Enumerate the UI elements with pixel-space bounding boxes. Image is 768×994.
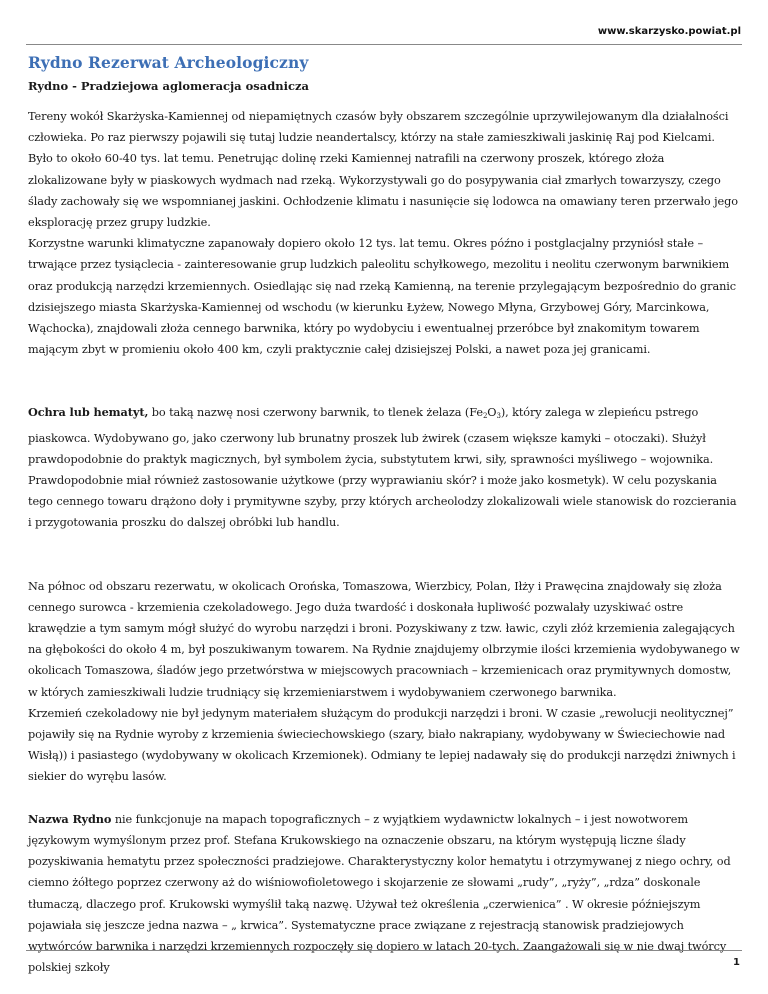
document-body	[28, 53, 742, 978]
name-text: nie funkcjonuje na mapach topograficznych – z wyjątkiem wydawnictw lokalnych – i jest nowotworem językowym wymyślonym przez prof. Stefana Krukowskiego na oznaczenie obszaru, na którym występują liczne ślady pozyskiwania hematytu przez społeczności pradziejowe. Charakterystyczny kolor hematytu i otrzymywanej z niego ochry, od ciemno żółtego poprzez czerwony aż do wiśniowofioletowego i skojarzenie ze słowami „rudy”, „ryży”, „rdza” doskonale tłumaczą, dlaczego prof. Krukowski wymyślił taką nazwę. Używał też określenia „czerwienica” . W okresie późniejszym pojawiała się jeszcze jedna nazwa – „ krwica”. Systematyczne prace związane z rejestracją stanowisk pradziejowych wytwórców barwnika i narzędzi krzemiennych rozpoczęły się dopiero w latach 20-tych. Zaangażowali się w nie dwaj twórcy polskiej szkoły	[28, 812, 731, 975]
page-number: 1	[733, 957, 740, 968]
name-lead: Nazwa Rydno	[28, 811, 112, 826]
paragraph-flint: Na północ od obszaru rezerwatu, w okolicach Orońska, Tomaszowa, Wierzbicy, Polan, Iłży i Prawęcina znajdowały się złoża cennego surowca - krzemienia czekoladowego. Jego duża twardość i doskonała łupliwość pozwalały uzyskiwać ostre krawędzie a tym samym mógł służyć do wyrobu narzędzi i broni. Pozyskiwany z tzw. ławic, czyli złóż krzemienia zalegających na głębokości do około 4 m, był poszukiwanym towarem. Na Rydnie znajdujemy olbrzymie ilości krzemienia wydobywanego w okolicach Tomaszowa, śladów jego przetwórstwa w miejscowych pracowniach – krzemienicach oraz prymitywnych domostw, w których zamieszkiwali ludzie trudniący się krzemieniarstwem i wydobywaniem czerwonego barwnika.	[28, 579, 740, 699]
ochre-text-a: bo taką nazwę nosi czerwony barwnik, to tlenek żelaza (Fe	[148, 406, 483, 420]
document-title: Rydno Rezerwat Archeologiczny	[28, 53, 309, 72]
document-subtitle: Rydno - Pradziejowa aglomeracja osadnicza	[28, 79, 309, 93]
formula-oxygen: O	[487, 406, 497, 420]
site-url: www.skarzysko.powiat.pl	[597, 26, 741, 37]
ochre-lead: Ochra lub hematyt,	[28, 405, 149, 420]
formula-subscript-2: 2	[482, 412, 488, 421]
header-divider	[26, 44, 742, 45]
paragraph-flint-types: Krzemień czekoladowy nie był jedynym materiałem służącym do produkcji narzędzi i broni. W czasie „rewolucji neolitycznej” pojawiły się na Rydnie wyroby z krzemienia świeciechowskiego (szary, biało nakrapiany, wydobywany w Świeciechowie nad Wisłą)) i pasiastego (wydobywany w okolicach Krzemionek). Odmiany te lepiej nadawały się do produkcji narzędzi żniwnych i siekier do wyrębu lasów.	[28, 706, 736, 784]
paragraph-intro-text: Tereny wokół Skarżyska-Kamiennej od niepamiętnych czasów były obszarem szczególnie uprzywilejowanym dla działalności człowieka. Po raz pierwszy pojawili się tutaj ludzie neandertalscy, którzy na stałe zamieszkiwali jaskinię Raj pod Kielcami. Było to około 60-40 tys. lat temu. Penetrując dolinę rzeki Kamiennej natrafili na czerwony proszek, którego złoża zlokalizowane były w piaskowych wydmach nad rzeką. Wykorzystywali go do posypywania ciał zmarłych towarzyszy, czego ślady zachowały się we wspomnianej jaskini. Ochłodzenie klimatu i nasunięcie się lodowca na omawiany teren przerwało jego eksplorację przez grupy ludzkie.	[28, 110, 738, 230]
footer-divider	[26, 950, 742, 951]
ochre-text-b: ), który zalega w zlepieńcu pstrego piaskowca. Wydobywano go, jako czerwony lub brunatny proszek lub żwirek (czasem większe kamyki – otoczaki). Służył prawdopodobnie do praktyk magicznych, był symbolem życia, substytutem krwi, siły, sprawności myśliwego – wojownika. Prawdopodobnie miał również zastosowanie użytkowe (przy wyprawianiu skór? i może jako kosmetyk). W celu pozyskania tego cennego towaru drążono doły i prymitywne szyby, przy których archeolodzy zlokalizowali wiele stanowisk do rozcierania i przygotowania proszku do dalszej obróbki lub handlu.	[28, 406, 737, 530]
paragraph-intro	[28, 106, 742, 360]
formula-subscript-3: 3	[496, 412, 501, 421]
paragraph-ochre	[28, 402, 742, 533]
paragraph-intro-continued: Korzystne warunki klimatyczne zapanowały dopiero około 12 tys. lat temu. Okres późno i postglacjalny przyniósł stałe – trwające przez tysiąclecia - zainteresowanie grup ludzkich paleolitu schyłkowego, mezolitu i neolitu czerwonym barwnikiem oraz produkcją narzędzi krzemiennych. Osiedlając się nad rzeką Kamienną, na terenie przylegającym bezpośrednio do granic dzisiejszego miasta Skarżyska-Kamiennej od wschodu (w kierunku Łyżew, Nowego Młyna, Grzybowej Góry, Marcinkowa, Wąchocka), znajdowali złoża cennego barwnika, który po wydobyciu i ewentualnej przeróbce był znakomitym towarem mającym zbyt w promieniu około 400 km, czyli praktycznie całej dzisiejszej Polski, a nawet poza jej granicami.	[28, 237, 737, 357]
paragraph-name	[28, 809, 742, 979]
